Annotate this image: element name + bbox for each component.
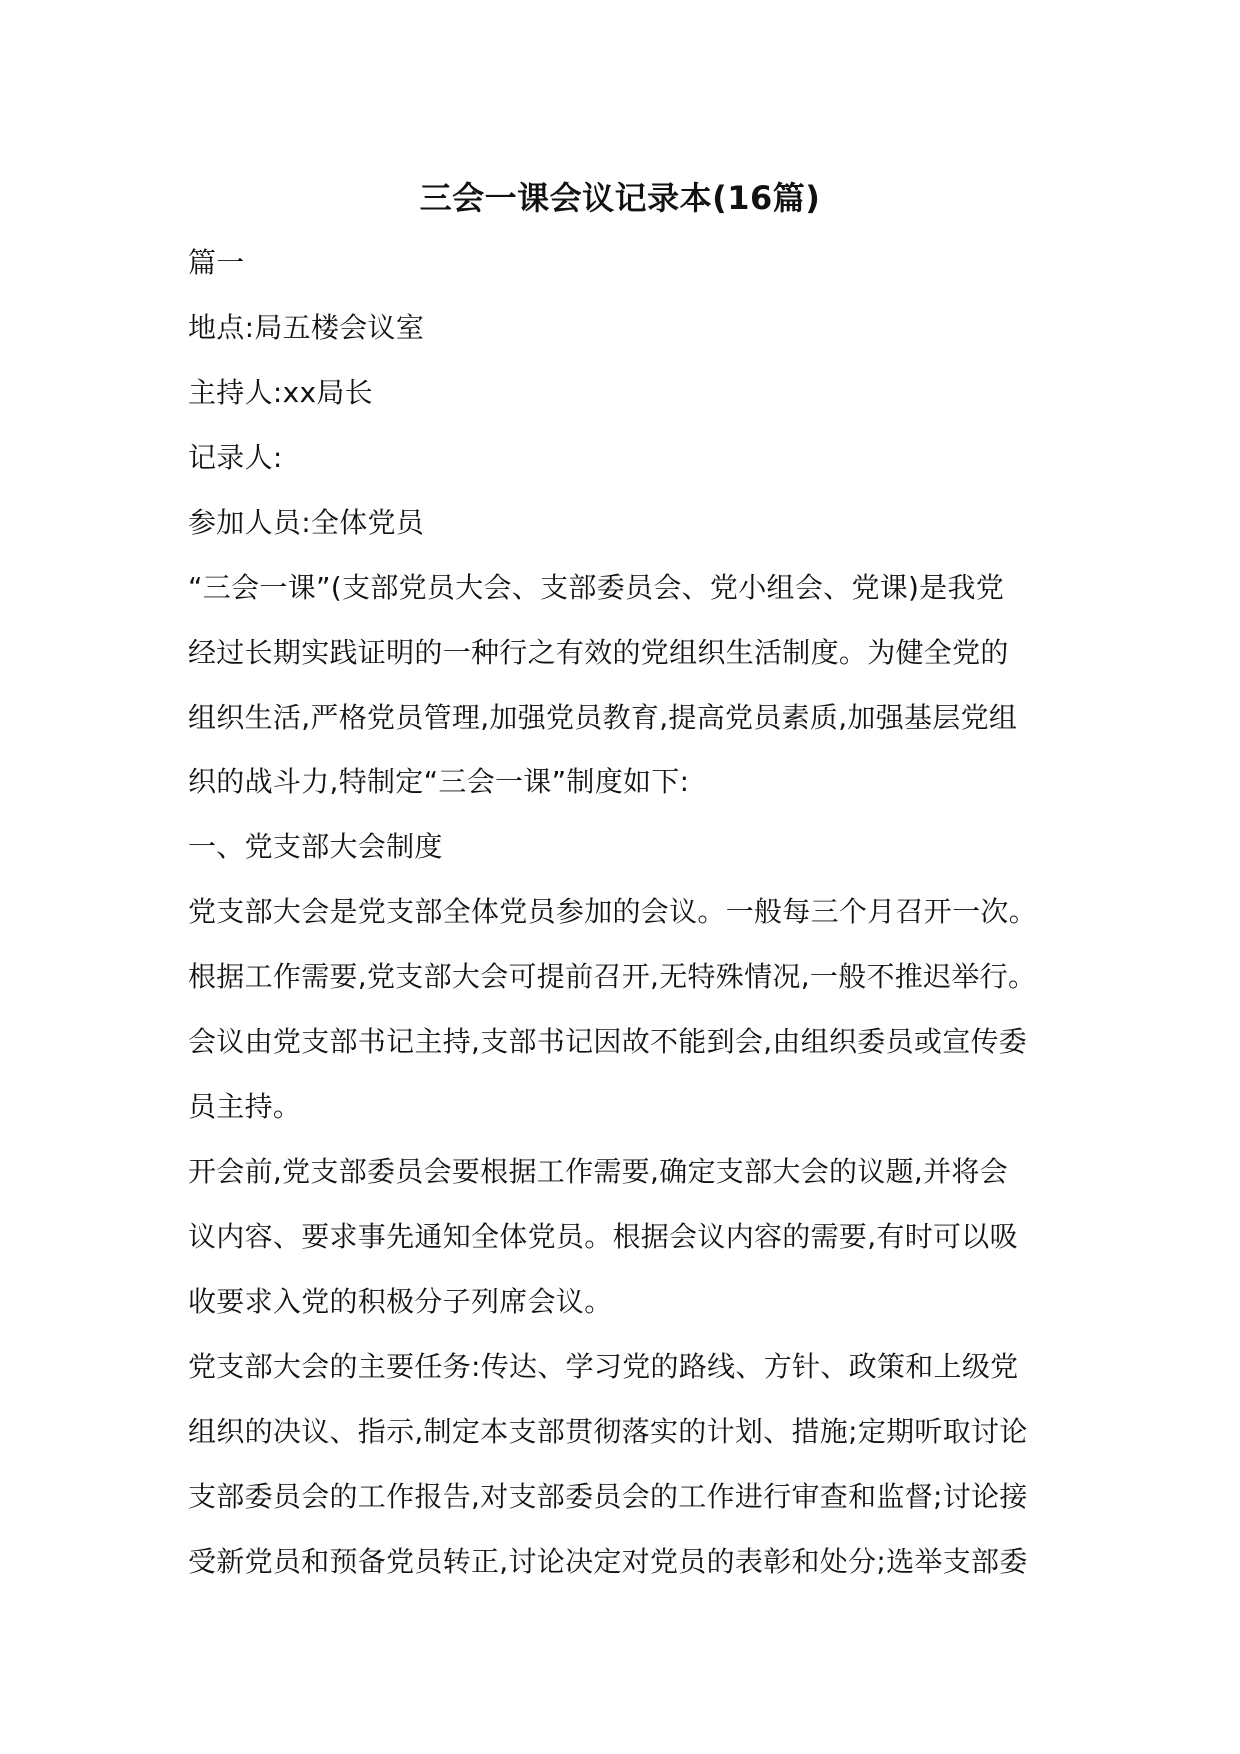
paragraph-line: 收要求入党的积极分子列席会议。 [188,1285,613,1318]
paragraph-line: 受新党员和预备党员转正,讨论决定对党员的表彰和处分;选举支部委 [188,1545,1028,1578]
paragraph-line: 组织生活,严格党员管理,加强党员教育,提高党员素质,加强基层党组 [188,701,1018,734]
paragraph-line: 党支部大会的主要任务:传达、学习党的路线、方针、政策和上级党 [188,1350,1019,1383]
meeting-attendees: 参加人员:全体党员 [188,506,425,539]
paragraph-line: 经过长期实践证明的一种行之有效的党组织生活制度。为健全党的 [188,636,1009,669]
document-title: 三会一课会议记录本(16篇) [419,179,821,217]
paragraph-line: 根据工作需要,党支部大会可提前召开,无特殊情况,一般不推迟举行。 [188,960,1037,993]
paragraph-line: 员主持。 [188,1090,302,1123]
meeting-recorder: 记录人: [188,441,283,474]
paragraph-line: 党支部大会是党支部全体党员参加的会议。一般每三个月召开一次。 [188,895,1038,928]
paragraph-line: 支部委员会的工作报告,对支部委员会的工作进行审查和监督;讨论接 [188,1480,1028,1513]
paragraph-line: “三会一课”(支部党员大会、支部委员会、党小组会、党课)是我党 [188,571,1005,604]
paragraph-line: 会议由党支部书记主持,支部书记因故不能到会,由组织委员或宣传委 [188,1025,1028,1058]
section-heading: 一、党支部大会制度 [188,830,443,863]
meeting-host: 主持人:xx局长 [188,376,373,409]
section-heading-part-one: 篇一 [188,246,245,279]
paragraph-line: 议内容、要求事先通知全体党员。根据会议内容的需要,有时可以吸 [188,1220,1018,1253]
paragraph-line: 组织的决议、指示,制定本支部贯彻落实的计划、措施;定期听取讨论 [188,1415,1028,1448]
paragraph-line: 织的战斗力,特制定“三会一课”制度如下: [188,765,690,798]
meeting-location: 地点:局五楼会议室 [188,311,425,344]
paragraph-line: 开会前,党支部委员会要根据工作需要,确定支部大会的议题,并将会 [188,1155,1009,1188]
